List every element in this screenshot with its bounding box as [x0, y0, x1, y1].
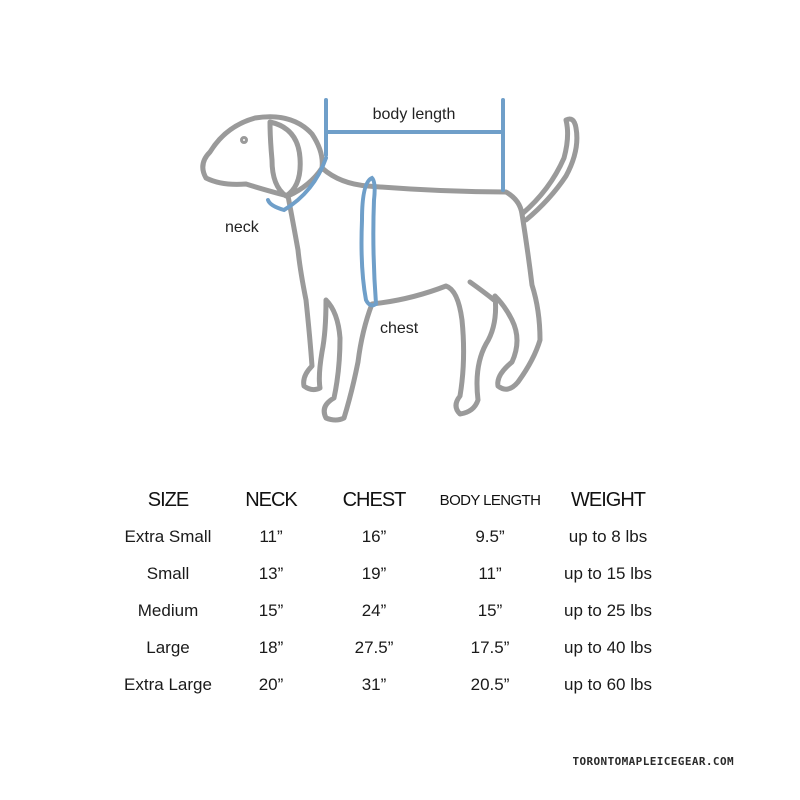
table-row [108, 518, 670, 555]
table-row [108, 629, 670, 666]
body-length-cell: 20.5” [470, 674, 510, 694]
neck-label: neck [225, 219, 259, 236]
neck-cell: 15” [258, 600, 284, 620]
body-length-label: body length [372, 106, 456, 123]
chest-cell: 31” [361, 674, 387, 694]
chest-cell: 24” [361, 600, 387, 620]
table-header-row [108, 482, 670, 518]
body-length-cell: 9.5” [475, 526, 505, 546]
table-row [108, 666, 670, 703]
neck-cell: 11” [259, 526, 283, 546]
neck-cell: 20” [258, 674, 284, 694]
chest-band [362, 178, 377, 305]
table-row [108, 555, 670, 592]
header-chest: CHEST [342, 488, 406, 511]
table-row [108, 592, 670, 629]
size-cell: Large [146, 637, 190, 657]
neck-cell: 18” [258, 637, 284, 657]
size-cell: Extra Large [124, 674, 212, 694]
weight-cell: up to 15 lbs [564, 563, 652, 583]
size-chart-table [108, 482, 670, 703]
body-length-cell: 11” [478, 563, 502, 583]
weight-cell: up to 8 lbs [568, 526, 648, 546]
chest-label: chest [380, 320, 419, 337]
body-length-cell: 15” [477, 600, 503, 620]
size-cell: Small [146, 563, 190, 583]
chest-cell: 27.5” [354, 637, 394, 657]
neck-cell: 13” [258, 563, 284, 583]
weight-cell: up to 60 lbs [564, 674, 652, 694]
size-cell: Extra Small [124, 526, 212, 546]
header-neck: NECK [245, 488, 297, 511]
size-cell: Medium [137, 600, 199, 620]
website-watermark: TORONTOMAPLEICEGEAR.COM [572, 755, 734, 768]
header-size: SIZE [147, 488, 189, 511]
chest-cell: 16” [361, 526, 387, 546]
header-weight: WEIGHT [571, 488, 645, 511]
header-body-length: BODY LENGTH [439, 491, 541, 509]
body-length-cell: 17.5” [470, 637, 510, 657]
chest-cell: 19” [361, 563, 387, 583]
weight-cell: up to 40 lbs [564, 637, 652, 657]
dog-outline [203, 117, 577, 420]
weight-cell: up to 25 lbs [564, 600, 652, 620]
